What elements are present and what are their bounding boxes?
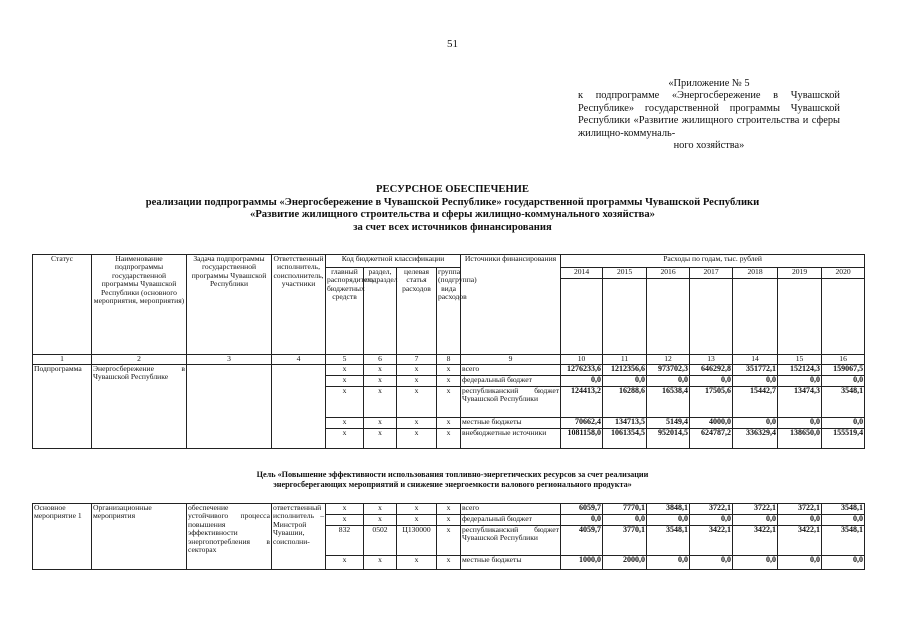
subprogram-value-2019: 0,0 [778, 418, 822, 429]
subprogram-value-2014: 124413,2 [561, 387, 603, 418]
subprogram-budget-code: x [326, 418, 364, 429]
header-responsible: Ответственный исполнитель, соисполнитель, участники [272, 255, 326, 355]
subprogram-budget-code: x [397, 387, 437, 418]
subprogram-value-2016: 16538,4 [647, 387, 690, 418]
header-section: раздел, подраздел [364, 268, 397, 355]
subprogram-name: Энергосбережение в Чувашской Республике [92, 365, 187, 449]
subprogram-value-2017: 0,0 [690, 376, 733, 387]
subprogram-budget-code: x [437, 376, 461, 387]
main-activity-budget-code: x [326, 556, 364, 570]
main-activity-value-2017: 3422,1 [690, 526, 733, 556]
subprogram-row [33, 365, 865, 376]
main-activity-budget-code: x [364, 515, 397, 526]
main-activity-value-2020: 3548,1 [822, 504, 865, 515]
subprogram-value-2019: 152124,3 [778, 365, 822, 376]
subprogram-value-2014: 0,0 [561, 376, 603, 387]
year-2018: 2018 [733, 268, 778, 279]
header-sources: Источники финансирования [461, 255, 561, 355]
main-activity-responsible: ответственный исполнитель – Минстрой Чувашии, соисполни- [272, 504, 326, 570]
main-activity-budget-code: x [397, 504, 437, 515]
appendix-note [578, 78, 840, 152]
subprogram-value-2014: 1276233,6 [561, 365, 603, 376]
header-expenses: Расходы по годам, тыс. рублей [561, 255, 865, 268]
main-activity-budget-code: x [437, 504, 461, 515]
subprogram-budget-code: x [364, 387, 397, 418]
subprogram-value-2014: 1081158,0 [561, 429, 603, 449]
year-2015: 2015 [603, 268, 647, 279]
main-activity-budget-code: Ц130000 [397, 526, 437, 556]
main-activity-row [33, 504, 865, 515]
year-2014: 2014 [561, 268, 603, 279]
subprogram-value-2015: 1212356,6 [603, 365, 647, 376]
col-number: 13 [690, 355, 733, 365]
subprogram-value-2020: 3548,1 [822, 387, 865, 418]
subprogram-budget-code: x [364, 365, 397, 376]
main-activity-budget-code: x [397, 515, 437, 526]
main-activity-value-2015: 7770,1 [603, 504, 647, 515]
main-activity-value-2017: 0,0 [690, 515, 733, 526]
appendix-last-line: ного хозяйства» [673, 140, 745, 152]
main-activity-value-2020: 0,0 [822, 556, 865, 570]
subprogram-source: республиканский бюджет Чувашской Республики [461, 387, 561, 418]
main-activity-budget-code: 832 [326, 526, 364, 556]
main-activity-budget-code: x [364, 504, 397, 515]
year-2019: 2019 [778, 268, 822, 279]
subprogram-budget-code: x [397, 365, 437, 376]
col-number: 1 [33, 355, 92, 365]
col-number: 10 [561, 355, 603, 365]
subprogram-task [187, 365, 272, 449]
appendix-body: к подпрограмме «Энергосбережение в Чувашской Республике» государственной программы Чувашской Республики «Развитие жилищного строительства и сферы жилищно-коммуналь- [578, 90, 840, 139]
subprogram-budget-code: x [437, 418, 461, 429]
main-activity-value-2015: 0,0 [603, 515, 647, 526]
subprogram-value-2018: 336329,4 [733, 429, 778, 449]
col-number: 2 [92, 355, 187, 365]
main-activity-value-2016: 0,0 [647, 515, 690, 526]
main-activity-budget-code: 0502 [364, 526, 397, 556]
col-number: 3 [187, 355, 272, 365]
subprogram-value-2020: 159067,5 [822, 365, 865, 376]
main-activity-value-2014: 4059,7 [561, 526, 603, 556]
title-line-1: РЕСУРСНОЕ ОБЕСПЕЧЕНИЕ [376, 184, 529, 195]
page-number: 51 [447, 38, 458, 50]
main-activity-budget-code: x [397, 556, 437, 570]
subprogram-source: местные бюджеты [461, 418, 561, 429]
main-activity-budget-code: x [326, 515, 364, 526]
col-number: 6 [364, 355, 397, 365]
main-activity-value-2016: 3848,1 [647, 504, 690, 515]
col-number: 14 [733, 355, 778, 365]
subprogram-value-2016: 952014,5 [647, 429, 690, 449]
subprogram-budget-code: x [437, 365, 461, 376]
subprogram-budget-code: x [397, 429, 437, 449]
main-activity-budget-code: x [326, 504, 364, 515]
col-number: 11 [603, 355, 647, 365]
main-activity-source: всего [461, 504, 561, 515]
subprogram-source: внебюджетные источники [461, 429, 561, 449]
main-activity-value-2020: 3548,1 [822, 526, 865, 556]
subprogram-value-2018: 0,0 [733, 376, 778, 387]
subprogram-source: всего [461, 365, 561, 376]
main-activity-value-2014: 1000,0 [561, 556, 603, 570]
subprogram-budget-code: x [397, 418, 437, 429]
main-activity-task: обеспечение устойчивого процесса повышения эффективности энергопотребления в секторах [187, 504, 272, 570]
main-activity-budget-code: x [437, 515, 461, 526]
subprogram-value-2018: 15442,7 [733, 387, 778, 418]
subprogram-budget-code: x [364, 376, 397, 387]
subprogram-value-2014: 70662,4 [561, 418, 603, 429]
main-activity-value-2020: 0,0 [822, 515, 865, 526]
col-number: 15 [778, 355, 822, 365]
header-group: группа (подгруппа) вида расходов [437, 268, 461, 355]
subprogram-budget-code: x [326, 365, 364, 376]
subprogram-value-2019: 138650,0 [778, 429, 822, 449]
col-number: 16 [822, 355, 865, 365]
main-activity-value-2018: 0,0 [733, 515, 778, 526]
main-activity-value-2017: 3722,1 [690, 504, 733, 515]
subprogram-status: Подпрограмма [33, 365, 92, 449]
main-activity-value-2019: 0,0 [778, 515, 822, 526]
subprogram-value-2019: 13474,3 [778, 387, 822, 418]
main-activity-value-2015: 2000,0 [603, 556, 647, 570]
subprogram-value-2015: 16288,6 [603, 387, 647, 418]
main-activity-value-2019: 0,0 [778, 556, 822, 570]
main-activity-value-2014: 0,0 [561, 515, 603, 526]
main-activity-value-2018: 3422,1 [733, 526, 778, 556]
subprogram-value-2017: 624787,2 [690, 429, 733, 449]
subprogram-value-2015: 1061354,5 [603, 429, 647, 449]
subprogram-value-2017: 646292,8 [690, 365, 733, 376]
col-number: 9 [461, 355, 561, 365]
main-activity-source: республиканский бюджет Чувашской Республики [461, 526, 561, 556]
title-line-3: «Развитие жилищного строительства и сферы жилищно-коммунального хозяйства» [250, 209, 655, 221]
subprogram-value-2017: 4000,0 [690, 418, 733, 429]
main-activity-value-2019: 3722,1 [778, 504, 822, 515]
subprogram-budget-code: x [326, 429, 364, 449]
subprogram-value-2016: 5149,4 [647, 418, 690, 429]
subprogram-value-2016: 0,0 [647, 376, 690, 387]
goal-line-1: Цель «Повышение эффективности использования топливно-энергетических ресурсов за счет реализации [256, 470, 649, 479]
subprogram-value-2015: 134713,5 [603, 418, 647, 429]
main-activity-budget-code: x [437, 526, 461, 556]
col-number: 12 [647, 355, 690, 365]
main-activity-value-2015: 3770,1 [603, 526, 647, 556]
col-number: 8 [437, 355, 461, 365]
main-activity-value-2014: 6059,7 [561, 504, 603, 515]
subprogram-value-2017: 17505,6 [690, 387, 733, 418]
main-activity-budget-code: x [437, 556, 461, 570]
title-line-4: за счет всех источников финансирования [353, 221, 552, 233]
subprogram-value-2020: 0,0 [822, 376, 865, 387]
header-status: Статус [33, 255, 92, 355]
document-title [40, 184, 865, 234]
subprogram-budget-code: x [364, 418, 397, 429]
subprogram-value-2015: 0,0 [603, 376, 647, 387]
main-activity-value-2017: 0,0 [690, 556, 733, 570]
main-activity-value-2019: 3422,1 [778, 526, 822, 556]
main-activity-value-2016: 3548,1 [647, 526, 690, 556]
subprogram-responsible [272, 365, 326, 449]
main-activity-budget-code: x [364, 556, 397, 570]
subprogram-source: федеральный бюджет [461, 376, 561, 387]
subprogram-value-2020: 155519,4 [822, 429, 865, 449]
header-target: целевая статья расходов [397, 268, 437, 355]
header-name: Наименование подпрограммы государственной программы Чувашской Республики (основного мероприятия, мероприятия) [92, 255, 187, 355]
subprogram-value-2020: 0,0 [822, 418, 865, 429]
main-activity-name: Организационные мероприятия [92, 504, 187, 570]
main-activity-status: Основное мероприятие 1 [33, 504, 92, 570]
header-grbs: главный распорядитель бюджетных средств [326, 268, 364, 355]
main-activity-value-2016: 0,0 [647, 556, 690, 570]
subprogram-value-2018: 351772,1 [733, 365, 778, 376]
subprogram-budget-code: x [437, 429, 461, 449]
subprogram-budget-code: x [326, 376, 364, 387]
col-number: 4 [272, 355, 326, 365]
main-activity-source: местные бюджеты [461, 556, 561, 570]
resource-table [32, 254, 865, 449]
col-number: 5 [326, 355, 364, 365]
title-line-2: реализации подпрограммы «Энергосбережение в Чувашской Республике» государственной программы Чувашской Республики [145, 196, 760, 208]
subprogram-budget-code: x [437, 387, 461, 418]
subprogram-value-2018: 0,0 [733, 418, 778, 429]
goal-line-2: энергосберегающих мероприятий и снижение энергоемкости валового регионального продукта» [273, 480, 632, 490]
subprogram-budget-code: x [326, 387, 364, 418]
subprogram-budget-code: x [397, 376, 437, 387]
goal-heading [40, 470, 865, 491]
year-2017: 2017 [690, 268, 733, 279]
col-number: 7 [397, 355, 437, 365]
appendix-line1: «Приложение № 5 [668, 78, 750, 89]
subprogram-value-2016: 973702,3 [647, 365, 690, 376]
subprogram-value-2019: 0,0 [778, 376, 822, 387]
year-2016: 2016 [647, 268, 690, 279]
year-2020: 2020 [822, 268, 865, 279]
main-activity-value-2018: 3722,1 [733, 504, 778, 515]
header-task: Задача подпрограммы государственной программы Чувашской Республики [187, 255, 272, 355]
main-activity-source: федеральный бюджет [461, 515, 561, 526]
main-activity-table [32, 503, 865, 570]
main-activity-value-2018: 0,0 [733, 556, 778, 570]
header-budget-code: Код бюджетной классификации [326, 255, 461, 268]
subprogram-budget-code: x [364, 429, 397, 449]
